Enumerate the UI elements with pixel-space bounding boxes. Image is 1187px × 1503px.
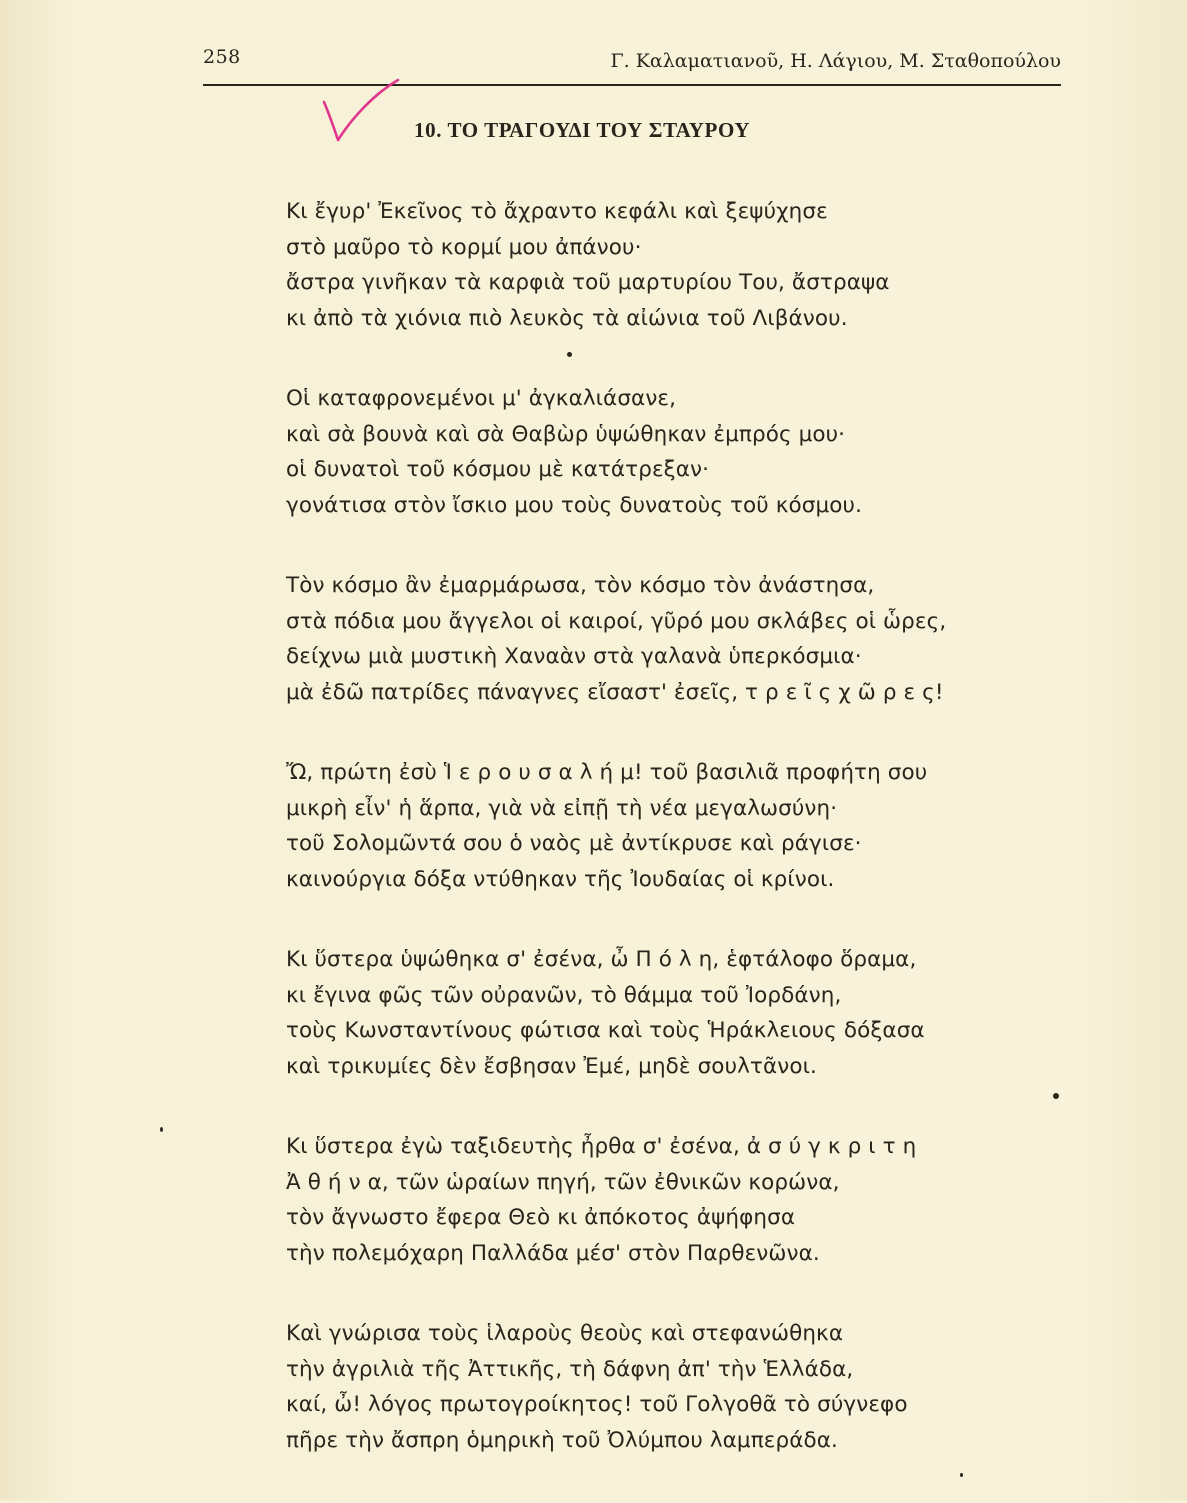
poem-line: στὰ πόδια μου ἄγγελοι οἱ καιροί, γῦρό μου σκλάβες οἱ ὧρες, [286, 608, 947, 634]
poem-line: μὰ ἐδῶ πατρίδες πάναγνες εἴσαστ' ἐσεῖς, τ ρ ε ῖ ς χ ῶ ρ ε ς! [286, 679, 944, 705]
poem-line: καὶ σὰ βουνὰ καὶ σὰ Θαβὼρ ὑψώθηκαν ἐμπρός μου· [286, 421, 846, 447]
poem-line: μικρὴ εἶν' ἡ ἅρπα, γιὰ νὰ εἰπῇ τὴ νέα μεγαλωσύνη· [286, 795, 838, 821]
poem-line: καί, ὦ! λόγος πρωτογροίκητος! τοῦ Γολγοθᾶ τὸ σύγνεφο [286, 1392, 908, 1417]
stanza-3 [286, 568, 1086, 710]
poem-line: γονάτισα στὸν ἴσκιο μου τοὺς δυνατοὺς τοῦ κόσμου. [286, 492, 863, 518]
poem-line: καὶ τρικυμίες δὲν ἔσβησαν Ἐμέ, μηδὲ σουλτᾶνοι. [286, 1053, 817, 1079]
poem-title: 10. ΤΟ ΤΡΑΓΟΥΔΙ ΤΟΥ ΣΤΑΥΡΟΥ [414, 118, 751, 142]
stanza-6 [286, 1129, 1086, 1271]
poem-line: Κι ὕστερα ἐγὼ ταξιδευτὴς ἦρθα σ' ἐσένα, ἀ σ ύ γ κ ρ ι τ η [286, 1134, 917, 1159]
checkmark-icon [318, 76, 402, 148]
poem-line: κι ἔγινα φῶς τῶν οὐρανῶν, τὸ θάμμα τοῦ Ἰορδάνη, [286, 982, 842, 1008]
poem-line: Κι ἔγυρ' Ἐκεῖνος τὸ ἄχραντο κεφάλι καὶ ξεψύχησε [286, 199, 828, 224]
poem-line: Ἀ θ ή ν α, τῶν ὡραίων πηγή, τῶν ἐθνικῶν κορώνα, [286, 1169, 840, 1195]
poem-line: τοῦ Σολομῶντά σου ὁ ναὸς μὲ ἀντίκρυσε καὶ ράγισε· [286, 831, 862, 856]
stanza-4 [286, 755, 1086, 897]
running-head: Γ. Καλαματιανοῦ, Η. Λάγιου, Μ. Σταθοπούλου [610, 50, 1061, 72]
poem-line: στὸ μαῦρο τὸ κορμί μου ἀπάνου· [286, 234, 642, 260]
poem-body [286, 194, 1086, 1503]
poem-line: δείχνω μιὰ μυστικὴ Χαναὰν στὰ γαλανὰ ὑπερκόσμια· [286, 644, 862, 669]
poem-line: οἱ δυνατοὶ τοῦ κόσμου μὲ κατάτρεξαν· [286, 457, 710, 482]
page-number: 258 [203, 46, 241, 68]
ink-speck [567, 352, 572, 357]
stanza-7 [286, 1316, 1086, 1458]
ink-speck [960, 1473, 963, 1477]
poem-line: καινούργια δόξα ντύθηκαν τῆς Ἰουδαίας οἱ κρίνοι. [286, 866, 835, 892]
poem-line: Καὶ γνώρισα τοὺς ἱλαροὺς θεοὺς καὶ στεφανώθηκα [286, 1321, 844, 1346]
poem-line: Ὤ, πρώτη ἐσὺ Ἱ ε ρ ο υ σ α λ ή μ! τοῦ βασιλιᾶ προφήτη σου [286, 760, 928, 785]
ink-speck [1053, 1093, 1059, 1099]
poem-line: τὴν πολεμόχαρη Παλλάδα μέσ' στὸν Παρθενῶνα. [286, 1240, 820, 1266]
stanza-2 [286, 381, 1086, 523]
poem-line: ἄστρα γινῆκαν τὰ καρφιὰ τοῦ μαρτυρίου Του, ἄστραψα [286, 270, 890, 295]
stanza-5 [286, 942, 1086, 1084]
poem-line: τὸν ἄγνωστο ἔφερα Θεὸ κι ἀπόκοτος ἀψήφησα [286, 1205, 796, 1230]
poem-line: Κι ὕστερα ὑψώθηκα σ' ἐσένα, ὦ Π ό λ η, ἑφτάλοφο ὅραμα, [286, 947, 917, 972]
stanza-1 [286, 194, 1086, 336]
poem-line: τὴν ἀγριλιὰ τῆς Ἀττικῆς, τὴ δάφνη ἀπ' τὴν Ἑλλάδα, [286, 1356, 854, 1382]
poem-line: τοὺς Κωνσταντίνους φώτισα καὶ τοὺς Ἡράκλειους δόξασα [286, 1018, 925, 1043]
poem-line: πῆρε τὴν ἄσπρη ὁμηρικὴ τοῦ Ὀλύμπου λαμπεράδα. [286, 1427, 838, 1453]
poem-line: Τὸν κόσμο ἂν ἐμαρμάρωσα, τὸν κόσμο τὸν ἀνάστησα, [286, 573, 875, 598]
poem-line: Οἱ καταφρονεμένοι μ' ἀγκαλιάσανε, [286, 386, 677, 411]
poem-line: κι ἀπὸ τὰ χιόνια πιὸ λευκὸς τὰ αἰώνια τοῦ Λιβάνου. [286, 305, 848, 331]
ink-speck [160, 1127, 163, 1132]
